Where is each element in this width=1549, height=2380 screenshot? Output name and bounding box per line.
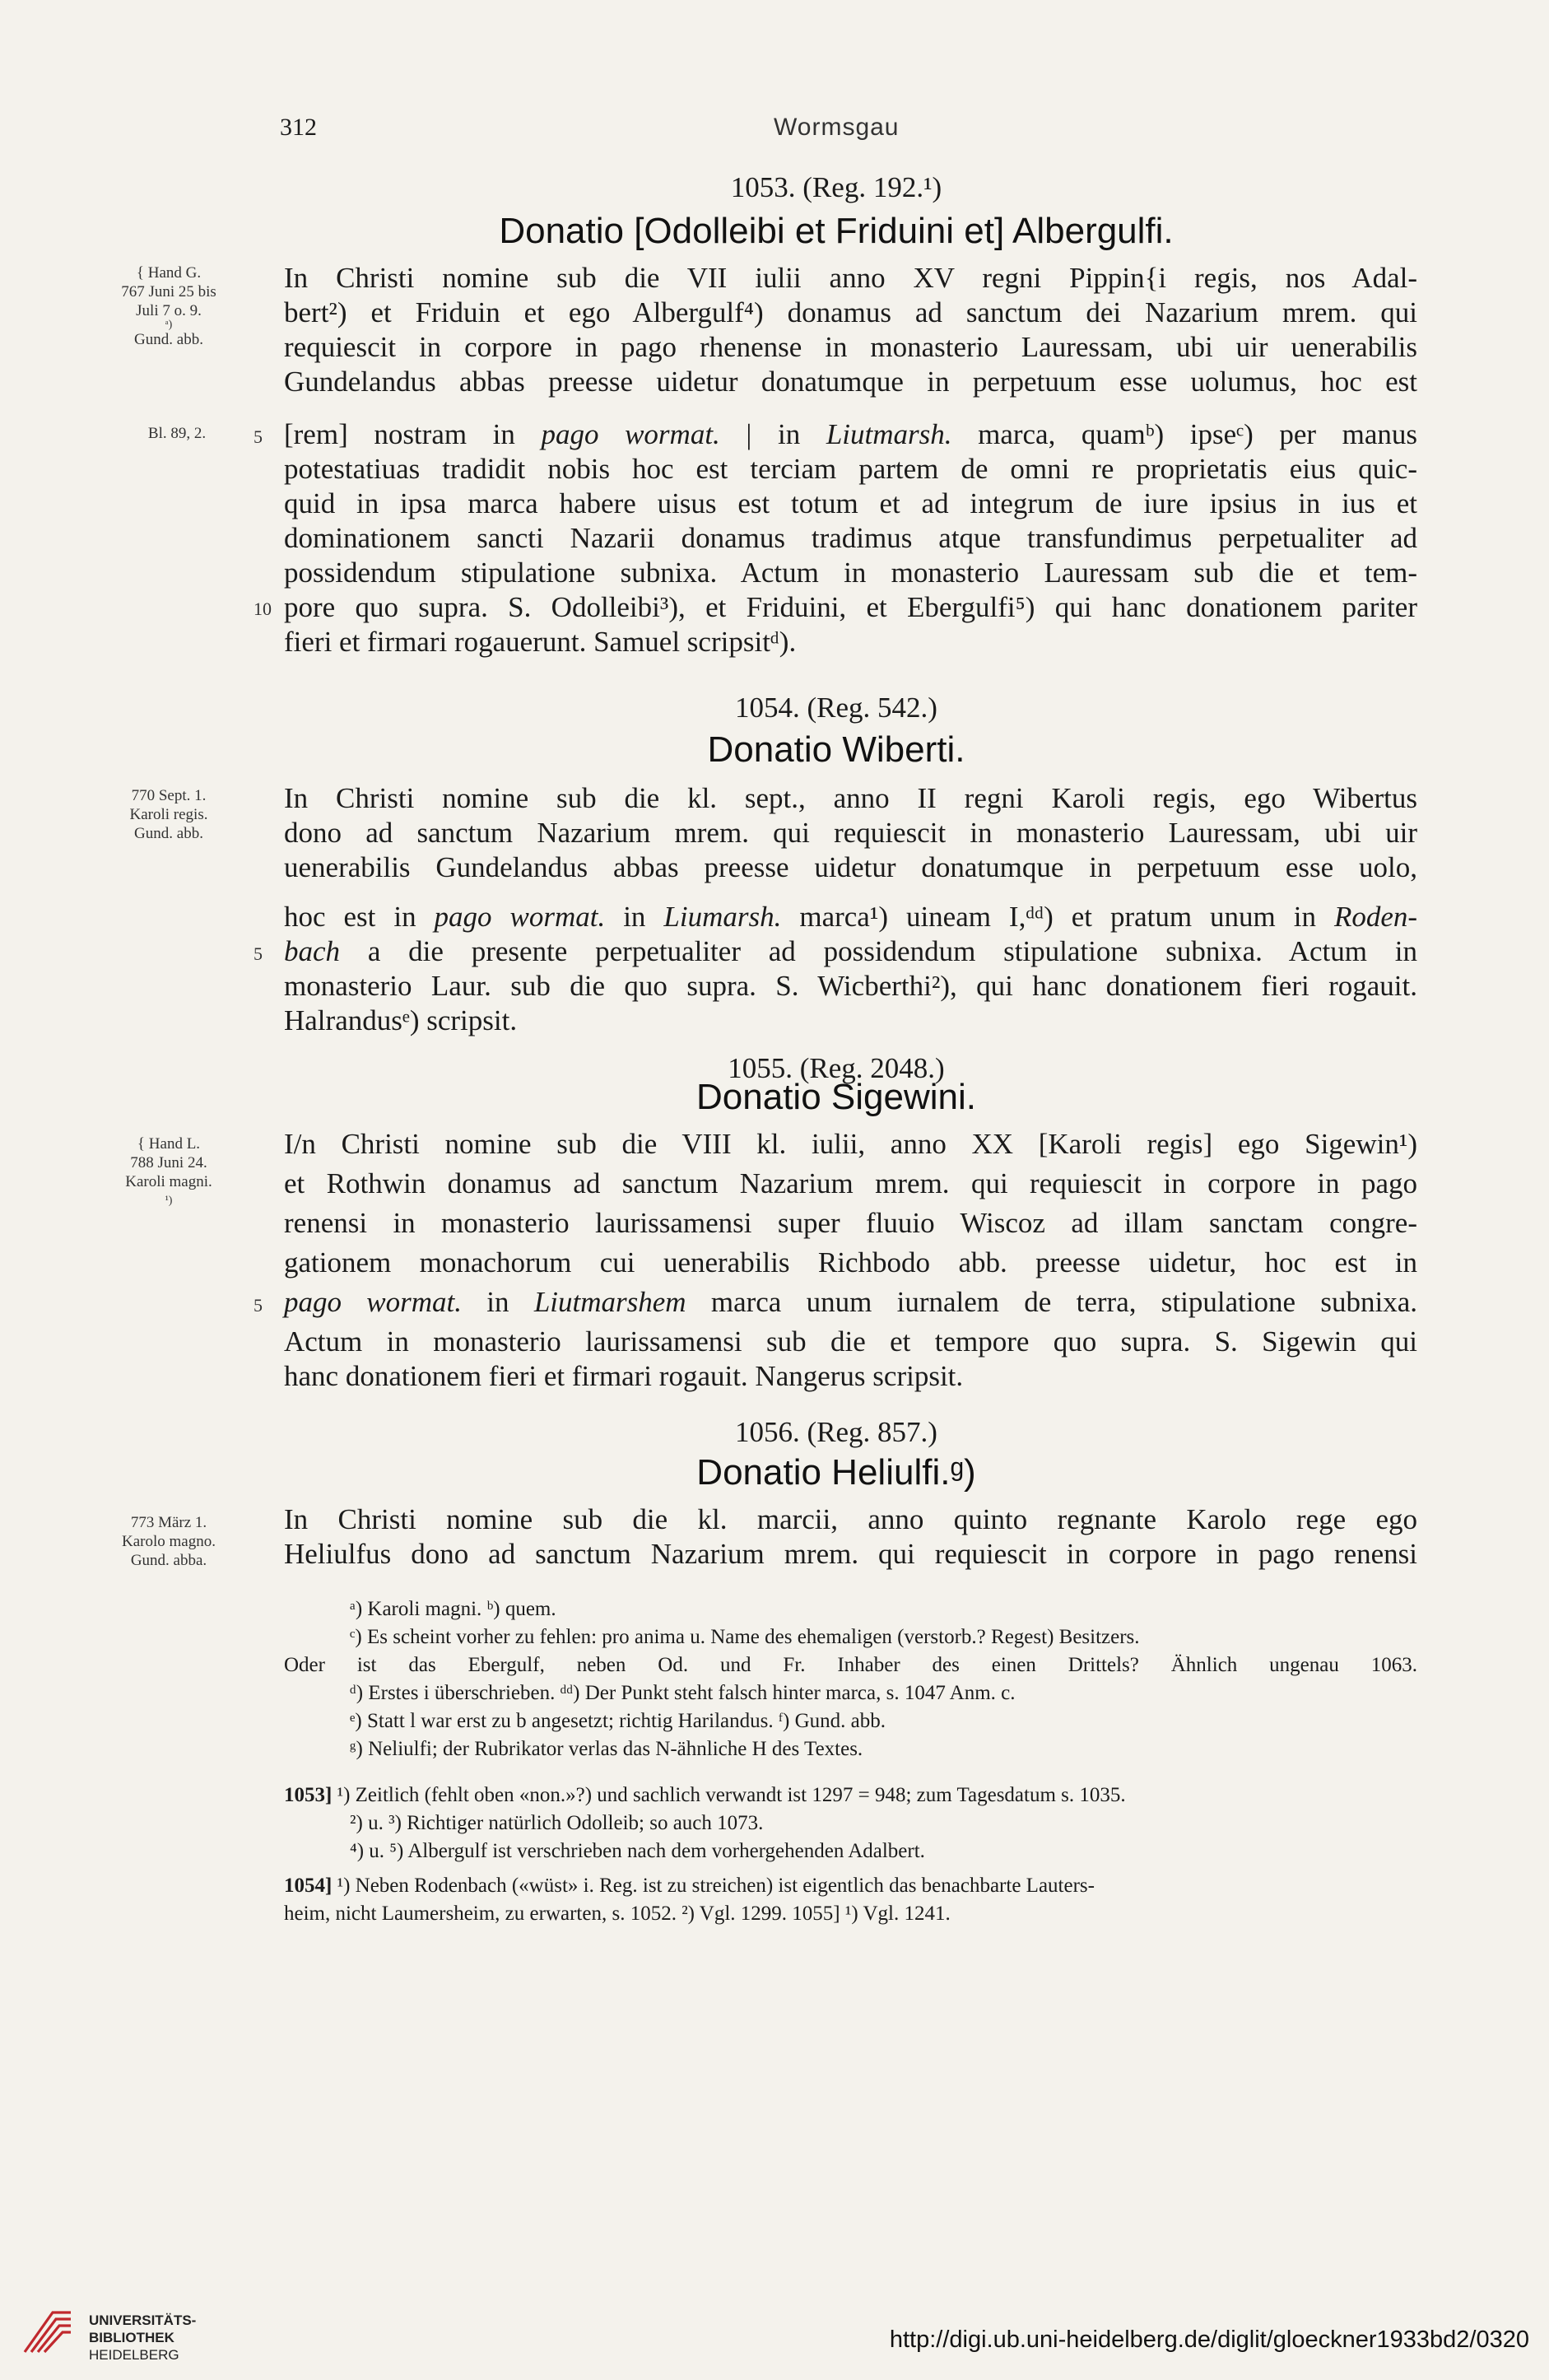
text-line: In Christi nomine sub die VII iulii anno XV regni Pippin{i regis, nos Adal- (284, 262, 1417, 294)
page-number: 312 (280, 114, 317, 141)
line-number: 10 (254, 598, 272, 619)
text-line: bach a die presente perpetualiter ad possidendum stipulatione subnixa. Actum in (284, 935, 1417, 967)
text-line: Halrandusᵉ) scripsit. (284, 1004, 518, 1036)
text-line: In Christi nomine sub die kl. marcii, anno quinto regnante Karolo rege ego (284, 1503, 1417, 1535)
note-line: heim, nicht Laumersheim, zu erwarten, s. 1052. ²) Vgl. 1299. 1055] ¹) Vgl. 1241. (284, 1903, 951, 1925)
margin-note: Bl. 89, 2. (147, 425, 207, 442)
footnote: ᵃ) Karoli magni. ᵇ) quem. (350, 1598, 556, 1620)
margin-note: { Hand G. 767 Juni 25 bis Juli 7 o. 9. ᵃ) Gund. abb. (121, 264, 216, 348)
charter-number: 1055. (Reg. 2048.) (728, 1052, 945, 1084)
charter-title: Donatio [Odolleibi et Friduini et] Albergulfi. (499, 211, 1174, 251)
text-line: [rem] nostram in pago wormat. | in Liutmarsh. marca, quamᵇ) ipseᶜ) per manus (284, 418, 1417, 450)
text-line: bert²) et Friduin et ego Albergulf⁴) donamus ad sanctum dei Nazarium mrem. qui (284, 296, 1417, 328)
line-number: 5 (254, 943, 263, 964)
footnote: Oder ist das Ebergulf, neben Od. und Fr. Inhaber des einen Drittels? Ähnlich ungenau 1063. (284, 1654, 1417, 1676)
text-line: Heliulfus dono ad sanctum Nazarium mrem. qui requiescit in corpore in pago renensi (284, 1538, 1417, 1570)
text-line: dono ad sanctum Nazarium mrem. qui requiescit in monasterio Lauressam, ubi uir (284, 817, 1417, 849)
text-line: hanc donationem fieri et firmari rogauit. Nangerus scripsit. (284, 1360, 964, 1392)
text-line: pore quo supra. S. Odolleibi³), et Friduini, et Ebergulfi⁵) qui hanc donationem pariter (284, 591, 1417, 623)
footnote: ᵉ) Statt l war erst zu b angesetzt; richtig Harilandus. ᶠ) Gund. abb. (350, 1710, 886, 1732)
footnote: ᵍ) Neliulfi; der Rubrikator verlas das N-ähnliche H des Textes. (350, 1738, 863, 1760)
line-number: 5 (254, 426, 263, 447)
text-line: quid in ipsa marca habere uisus est totum et ad integrum de iure ipsius in ius et (284, 487, 1417, 519)
source-url-link[interactable]: http://digi.ub.uni-heidelberg.de/diglit/gloeckner1933bd2/0320 (889, 2326, 1529, 2353)
text-line: monasterio Laur. sub die quo supra. S. Wicberthi²), qui hanc donationem fieri rogauit. (284, 970, 1417, 1002)
library-logo-icon (20, 2301, 79, 2360)
charter-number: 1056. (Reg. 857.) (735, 1416, 937, 1448)
note-line: ⁴) u. ⁵) Albergulf ist verschrieben nach dem vorhergehenden Adalbert. (350, 1840, 925, 1862)
library-name: UNIVERSITÄTS- BIBLIOTHEK HEIDELBERG (89, 2312, 197, 2363)
text-line: fieri et firmari rogauerunt. Samuel scripsitᵈ). (284, 626, 797, 658)
note-line: 1053] ¹) Zeitlich (fehlt oben «non.»?) und sachlich verwandt ist 1297 = 948; zum Tagesdatum s. 1035. (284, 1784, 1126, 1806)
page-header (0, 114, 1549, 147)
text-line: dominationem sancti Nazarii donamus tradimus atque transfundimus perpetualiter ad (284, 522, 1417, 554)
note-line: 1054] ¹) Neben Rodenbach («wüst» i. Reg. ist zu streichen) ist eigentlich das benachbarte Lauters- (284, 1875, 1095, 1897)
text-line: gationem monachorum cui uenerabilis Richbodo abb. preesse uidetur, hoc est in (284, 1246, 1417, 1278)
margin-note: 773 März 1. Karolo magno. Gund. abba. (122, 1514, 216, 1569)
text-line: requiescit in corpore in pago rhenense in monasterio Lauressam, ubi uir uenerabilis (284, 331, 1417, 363)
text-line: et Rothwin donamus ad sanctum Nazarium mrem. qui requiescit in corpore in pago (284, 1167, 1417, 1199)
text-line: Actum in monasterio laurissamensi sub die et tempore quo supra. S. Sigewin qui (284, 1325, 1417, 1358)
charter-title: Donatio Sigewini. (696, 1077, 976, 1117)
text-line: I/n Christi nomine sub die VIII kl. iulii, anno XX [Karoli regis] ego Sigewin¹) (284, 1128, 1417, 1160)
charter-number: 1053. (Reg. 192.¹) (730, 171, 942, 203)
charter-number: 1054. (Reg. 542.) (735, 692, 937, 724)
charter-title: Donatio Wiberti. (707, 729, 965, 770)
text-line: pago wormat. in Liutmarshem marca unum iurnalem de terra, stipulatione subnixa. (284, 1286, 1417, 1318)
text-line: Gundelandus abbas preesse uidetur donatumque in perpetuum esse uolumus, hoc est (284, 366, 1417, 398)
text-line: In Christi nomine sub die kl. sept., anno II regni Karoli regis, ego Wibertus (284, 782, 1417, 814)
text-line: possidendum stipulatione subnixa. Actum in monasterio Lauressam sub die et tem- (284, 557, 1417, 589)
running-title: Wormsgau (774, 114, 900, 141)
margin-note: { Hand L. 788 Juni 24. Karoli magni. ¹) (125, 1135, 212, 1207)
note-line: ²) u. ³) Richtiger natürlich Odolleib; so auch 1073. (350, 1812, 764, 1834)
charter-title: Donatio Heliulfi.ᵍ) (696, 1452, 976, 1493)
text-line: potestatiuas tradidit nobis hoc est terciam partem de omni re proprietatis eius quic- (284, 453, 1417, 485)
text-line: renensi in monasterio laurissamensi super fluuio Wiscoz ad illam sanctam congre- (284, 1207, 1417, 1239)
line-number: 5 (254, 1295, 263, 1316)
text-line: uenerabilis Gundelandus abbas preesse uidetur donatumque in perpetuum esse uolo, (284, 851, 1417, 883)
margin-note: 770 Sept. 1. Karoli regis. Gund. abb. (129, 787, 208, 842)
text-line: hoc est in pago wormat. in Liumarsh. marca¹) uineam I,ᵈᵈ) et pratum unum in Roden- (284, 901, 1418, 933)
footnote: ᶜ) Es scheint vorher zu fehlen: pro anima u. Name des ehemaligen (verstorb.? Regest) Besitzers. (350, 1626, 1140, 1648)
footnote: ᵈ) Erstes i überschrieben. ᵈᵈ) Der Punkt steht falsch hinter marca, s. 1047 Anm. c. (350, 1682, 1016, 1704)
